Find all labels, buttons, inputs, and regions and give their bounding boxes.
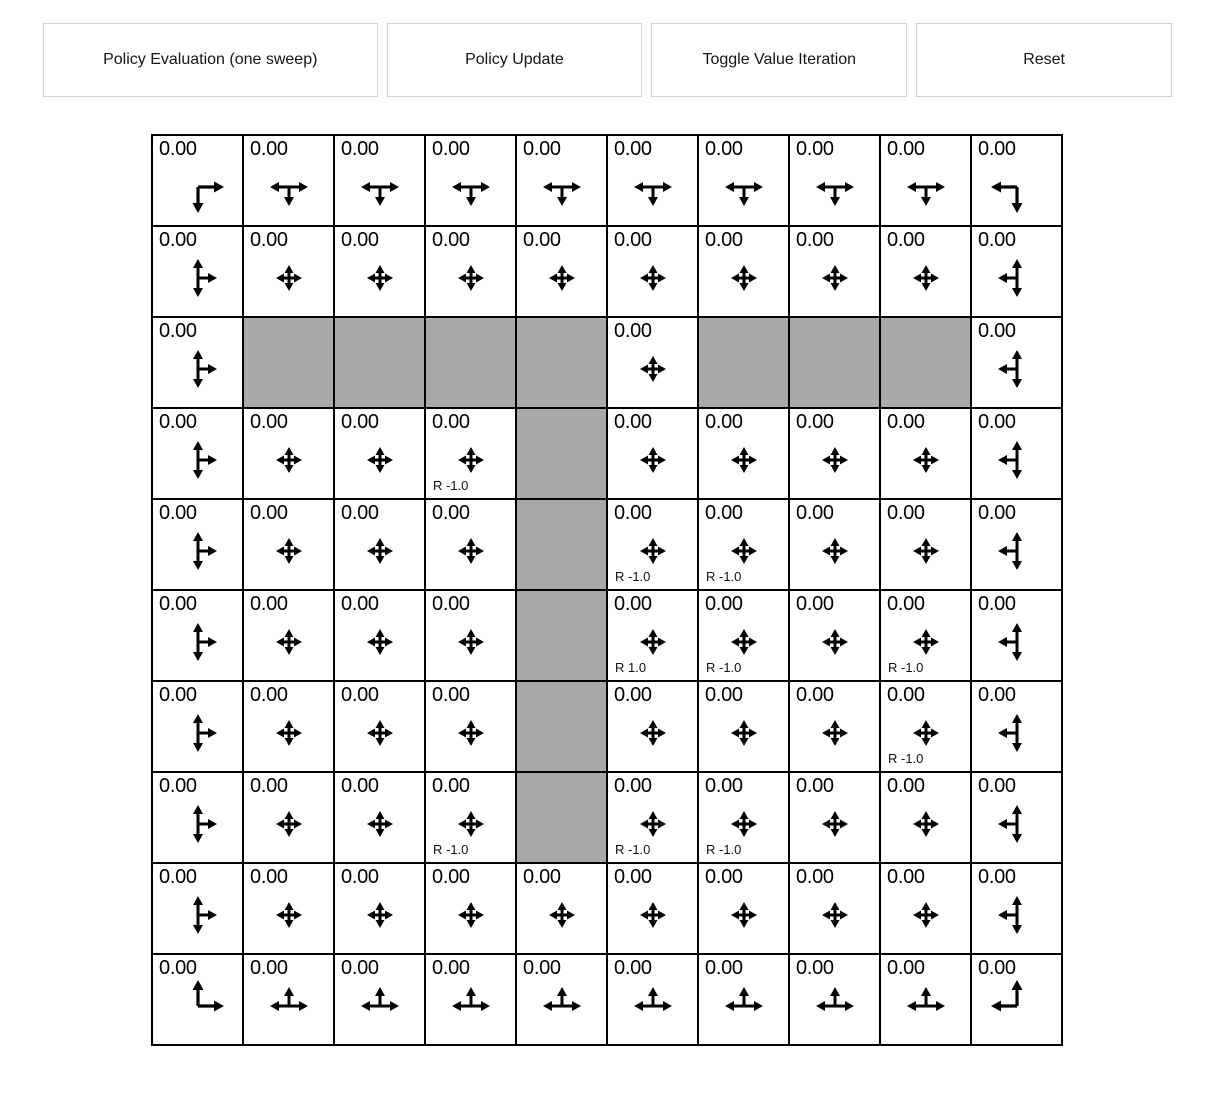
policy-arrows-icon [166,974,230,1038]
policy-arrows-icon [985,883,1049,947]
policy-arrows-icon [166,337,230,401]
grid-cell[interactable] [698,226,789,317]
cell-value: 0.00 [432,866,470,888]
policy-arrows-icon [530,974,594,1038]
cell-value: 0.00 [887,684,925,706]
grid-cell[interactable] [971,954,1062,1045]
policy-arrows-icon [803,246,867,310]
cell-value: 0.00 [705,411,743,433]
cell-value: 0.00 [250,957,288,979]
toggle-value-iteration-button[interactable]: Toggle Value Iteration [651,23,907,97]
grid-cell[interactable] [516,135,607,226]
policy-arrows-icon [439,974,503,1038]
grid-cell[interactable] [789,226,880,317]
cell-reward: R -1.0 [433,842,469,857]
policy-arrows-icon [439,883,503,947]
cell-value: 0.00 [250,593,288,615]
policy-arrows-icon [803,883,867,947]
cell-value: 0.00 [159,866,197,888]
gridworld-grid [151,134,1063,1046]
wall-cell [880,317,971,408]
wall-cell [425,317,516,408]
wall-cell [789,317,880,408]
policy-arrows-icon [712,155,776,219]
grid-cell[interactable] [789,954,880,1045]
cell-value: 0.00 [796,502,834,524]
policy-arrows-icon [803,974,867,1038]
policy-arrows-icon [712,246,776,310]
policy-arrows-icon [348,974,412,1038]
grid-cell[interactable] [243,226,334,317]
grid-cell[interactable] [880,408,971,499]
grid-cell[interactable] [425,226,516,317]
policy-arrows-icon [439,155,503,219]
wall-cell [334,317,425,408]
cell-value: 0.00 [250,684,288,706]
grid-cell[interactable] [880,499,971,590]
cell-value: 0.00 [341,957,379,979]
wall-cell [516,772,607,863]
grid-cell[interactable] [516,954,607,1045]
cell-value: 0.00 [796,866,834,888]
grid-cell[interactable] [880,135,971,226]
policy-arrows-icon [348,155,412,219]
grid-cell[interactable] [152,226,243,317]
grid-cell[interactable] [425,772,516,863]
cell-value: 0.00 [978,138,1016,160]
cell-value: 0.00 [978,502,1016,524]
policy-arrows-icon [621,974,685,1038]
grid-cell[interactable] [334,499,425,590]
cell-reward: R -1.0 [888,660,924,675]
cell-value: 0.00 [887,502,925,524]
grid-cell[interactable] [789,590,880,681]
cell-value: 0.00 [341,411,379,433]
cell-value: 0.00 [250,866,288,888]
grid-cell[interactable] [243,863,334,954]
grid-cell[interactable] [334,590,425,681]
cell-value: 0.00 [614,866,652,888]
policy-arrows-icon [348,701,412,765]
cell-value: 0.00 [614,411,652,433]
cell-value: 0.00 [341,866,379,888]
grid-cell[interactable] [698,863,789,954]
grid-cell[interactable] [152,863,243,954]
grid-cell[interactable] [789,863,880,954]
policy-evaluation-button[interactable]: Policy Evaluation (one sweep) [43,23,378,97]
policy-arrows-icon [166,610,230,674]
cell-value: 0.00 [159,775,197,797]
grid-cell[interactable] [425,135,516,226]
grid-cell[interactable] [607,408,698,499]
grid-cell[interactable] [698,772,789,863]
grid-cell[interactable] [698,499,789,590]
grid-cell[interactable] [880,681,971,772]
cell-value: 0.00 [341,502,379,524]
cell-value: 0.00 [887,138,925,160]
grid-cell[interactable] [607,772,698,863]
cell-reward: R -1.0 [706,569,742,584]
policy-arrows-icon [621,337,685,401]
grid-cell[interactable] [425,408,516,499]
policy-arrows-icon [530,155,594,219]
grid-cell[interactable] [971,135,1062,226]
grid-cell[interactable] [698,681,789,772]
grid-cell[interactable] [516,863,607,954]
grid-cell[interactable] [880,226,971,317]
cell-value: 0.00 [341,229,379,251]
policy-arrows-icon [985,337,1049,401]
policy-arrows-icon [257,519,321,583]
cell-value: 0.00 [159,229,197,251]
cell-value: 0.00 [705,229,743,251]
grid-cell[interactable] [243,408,334,499]
cell-value: 0.00 [523,957,561,979]
grid-cell[interactable] [243,681,334,772]
grid-cell[interactable] [607,954,698,1045]
grid-cell[interactable] [243,499,334,590]
policy-arrows-icon [894,974,958,1038]
policy-arrows-icon [712,701,776,765]
cell-value: 0.00 [159,957,197,979]
cell-value: 0.00 [978,775,1016,797]
grid-cell[interactable] [789,499,880,590]
cell-value: 0.00 [523,866,561,888]
grid-cell[interactable] [607,499,698,590]
policy-arrows-icon [439,246,503,310]
grid-cell[interactable] [698,135,789,226]
cell-reward: R -1.0 [615,842,651,857]
grid-cell[interactable] [971,681,1062,772]
cell-value: 0.00 [523,138,561,160]
grid-cell[interactable] [607,863,698,954]
grid-cell[interactable] [334,226,425,317]
cell-value: 0.00 [978,684,1016,706]
cell-value: 0.00 [250,138,288,160]
cell-value: 0.00 [705,957,743,979]
policy-arrows-icon [166,883,230,947]
cell-value: 0.00 [614,320,652,342]
cell-value: 0.00 [796,957,834,979]
policy-arrows-icon [894,246,958,310]
cell-value: 0.00 [614,957,652,979]
grid-cell[interactable] [425,499,516,590]
grid-cell[interactable] [152,681,243,772]
policy-arrows-icon [985,155,1049,219]
cell-value: 0.00 [887,593,925,615]
grid-cell[interactable] [880,863,971,954]
policy-arrows-icon [348,519,412,583]
policy-arrows-icon [712,974,776,1038]
cell-value: 0.00 [432,957,470,979]
cell-value: 0.00 [159,320,197,342]
grid-cell[interactable] [880,954,971,1045]
cell-value: 0.00 [159,593,197,615]
cell-value: 0.00 [432,775,470,797]
grid-cell[interactable] [789,681,880,772]
cell-reward: R -1.0 [433,478,469,493]
cell-value: 0.00 [614,593,652,615]
cell-value: 0.00 [978,957,1016,979]
cell-value: 0.00 [705,138,743,160]
grid-cell[interactable] [152,954,243,1045]
cell-value: 0.00 [432,229,470,251]
grid-cell[interactable] [607,135,698,226]
policy-arrows-icon [621,701,685,765]
grid-cell[interactable] [334,681,425,772]
cell-value: 0.00 [432,411,470,433]
policy-arrows-icon [166,428,230,492]
cell-value: 0.00 [978,866,1016,888]
cell-value: 0.00 [978,320,1016,342]
policy-arrows-icon [985,974,1049,1038]
cell-value: 0.00 [796,138,834,160]
cell-value: 0.00 [250,775,288,797]
policy-arrows-icon [348,883,412,947]
cell-value: 0.00 [341,684,379,706]
grid-cell[interactable] [425,954,516,1045]
policy-arrows-icon [894,792,958,856]
cell-value: 0.00 [796,411,834,433]
grid-cell[interactable] [152,135,243,226]
grid-cell[interactable] [607,681,698,772]
policy-arrows-icon [257,974,321,1038]
cell-value: 0.00 [705,866,743,888]
wall-cell [516,681,607,772]
policy-arrows-icon [257,155,321,219]
policy-arrows-icon [803,519,867,583]
grid-cell[interactable] [971,772,1062,863]
cell-value: 0.00 [796,593,834,615]
policy-arrows-icon [530,246,594,310]
grid-cell[interactable] [971,317,1062,408]
cell-value: 0.00 [159,684,197,706]
policy-arrows-icon [348,792,412,856]
wall-cell [516,590,607,681]
grid-cell[interactable] [425,681,516,772]
policy-arrows-icon [530,883,594,947]
policy-arrows-icon [439,519,503,583]
grid-cell[interactable] [971,408,1062,499]
cell-value: 0.00 [432,502,470,524]
cell-value: 0.00 [159,411,197,433]
grid-cell[interactable] [334,408,425,499]
grid-cell[interactable] [152,317,243,408]
cell-value: 0.00 [159,138,197,160]
policy-arrows-icon [621,246,685,310]
grid-cell[interactable] [243,135,334,226]
policy-arrows-icon [894,883,958,947]
grid-cell[interactable] [789,772,880,863]
policy-arrows-icon [621,883,685,947]
policy-arrows-icon [894,428,958,492]
cell-value: 0.00 [341,593,379,615]
cell-value: 0.00 [978,593,1016,615]
policy-arrows-icon [166,519,230,583]
policy-arrows-icon [894,155,958,219]
grid-cell[interactable] [243,590,334,681]
cell-value: 0.00 [432,593,470,615]
cell-reward: R -1.0 [888,751,924,766]
policy-arrows-icon [348,610,412,674]
policy-arrows-icon [257,246,321,310]
grid-cell[interactable] [698,408,789,499]
grid-cell[interactable] [334,954,425,1045]
policy-arrows-icon [257,883,321,947]
grid-cell[interactable] [516,226,607,317]
grid-cell[interactable] [425,590,516,681]
cell-value: 0.00 [887,957,925,979]
grid-cell[interactable] [971,863,1062,954]
cell-value: 0.00 [250,502,288,524]
policy-arrows-icon [894,519,958,583]
cell-value: 0.00 [705,593,743,615]
grid-cell[interactable] [425,863,516,954]
grid-cell[interactable] [971,590,1062,681]
grid-cell[interactable] [789,135,880,226]
cell-reward: R -1.0 [706,842,742,857]
cell-value: 0.00 [887,775,925,797]
grid-cell[interactable] [152,772,243,863]
policy-arrows-icon [257,428,321,492]
policy-arrows-icon [985,428,1049,492]
cell-value: 0.00 [250,411,288,433]
policy-update-button[interactable]: Policy Update [387,23,643,97]
cell-value: 0.00 [978,411,1016,433]
grid-cell[interactable] [971,226,1062,317]
grid-cell[interactable] [698,590,789,681]
policy-arrows-icon [803,155,867,219]
grid-cell[interactable] [243,954,334,1045]
cell-reward: R -1.0 [706,660,742,675]
policy-arrows-icon [257,610,321,674]
cell-reward: R -1.0 [615,569,651,584]
cell-value: 0.00 [978,229,1016,251]
cell-value: 0.00 [705,502,743,524]
policy-arrows-icon [712,883,776,947]
grid-cell[interactable] [334,135,425,226]
wall-cell [516,499,607,590]
policy-arrows-icon [166,155,230,219]
grid-cell[interactable] [789,408,880,499]
cell-value: 0.00 [796,684,834,706]
cell-value: 0.00 [796,775,834,797]
cell-value: 0.00 [705,775,743,797]
cell-value: 0.00 [159,502,197,524]
wall-cell [243,317,334,408]
policy-arrows-icon [348,246,412,310]
policy-arrows-icon [985,246,1049,310]
cell-value: 0.00 [614,138,652,160]
policy-arrows-icon [166,792,230,856]
cell-value: 0.00 [796,229,834,251]
cell-value: 0.00 [250,229,288,251]
policy-arrows-icon [257,701,321,765]
policy-arrows-icon [439,701,503,765]
cell-value: 0.00 [341,138,379,160]
grid-cell[interactable] [607,317,698,408]
cell-value: 0.00 [341,775,379,797]
grid-cell[interactable] [243,772,334,863]
grid-cell[interactable] [880,772,971,863]
cell-value: 0.00 [887,411,925,433]
policy-arrows-icon [166,246,230,310]
cell-value: 0.00 [614,684,652,706]
policy-arrows-icon [985,792,1049,856]
cell-value: 0.00 [887,866,925,888]
grid-cell[interactable] [880,590,971,681]
grid-cell[interactable] [152,408,243,499]
policy-arrows-icon [621,155,685,219]
reset-button[interactable]: Reset [916,23,1172,97]
cell-value: 0.00 [523,229,561,251]
policy-arrows-icon [985,610,1049,674]
grid-cell[interactable] [334,772,425,863]
grid-cell[interactable] [607,590,698,681]
policy-arrows-icon [257,792,321,856]
cell-value: 0.00 [705,684,743,706]
policy-arrows-icon [985,519,1049,583]
wall-cell [516,408,607,499]
cell-value: 0.00 [432,684,470,706]
cell-value: 0.00 [887,229,925,251]
toolbar [43,23,1172,97]
policy-arrows-icon [712,428,776,492]
policy-arrows-icon [166,701,230,765]
cell-value: 0.00 [614,775,652,797]
policy-arrows-icon [348,428,412,492]
policy-arrows-icon [803,701,867,765]
policy-arrows-icon [621,428,685,492]
wall-cell [698,317,789,408]
grid-cell[interactable] [334,863,425,954]
policy-arrows-icon [439,610,503,674]
grid-cell[interactable] [698,954,789,1045]
cell-value: 0.00 [614,229,652,251]
grid-cell[interactable] [971,499,1062,590]
grid-cell[interactable] [152,590,243,681]
wall-cell [516,317,607,408]
policy-arrows-icon [803,428,867,492]
cell-value: 0.00 [432,138,470,160]
cell-value: 0.00 [614,502,652,524]
grid-cell[interactable] [152,499,243,590]
grid-cell[interactable] [607,226,698,317]
policy-arrows-icon [803,610,867,674]
policy-arrows-icon [985,701,1049,765]
cell-reward: R 1.0 [615,660,647,675]
policy-arrows-icon [803,792,867,856]
